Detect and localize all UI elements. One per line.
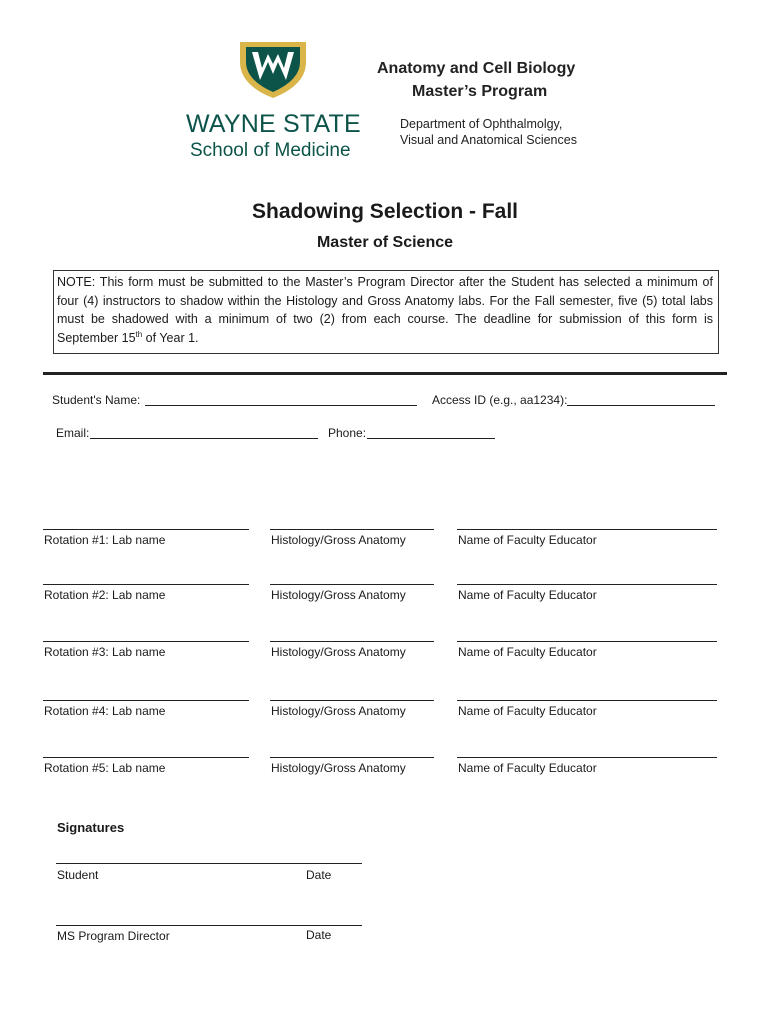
rotation-2-faculty-field[interactable] (457, 584, 717, 585)
rotation-3-faculty-label: Name of Faculty Educator (458, 645, 597, 659)
rotation-3-lab-field[interactable] (43, 641, 249, 642)
rotation-5-lab-field[interactable] (43, 757, 249, 758)
access-id-field[interactable] (567, 405, 715, 406)
department-line2: Visual and Anatomical Sciences (400, 133, 577, 147)
note-text: NOTE: This form must be submitted to the Master’s Program Director after the Student has selected a minimum of four (4) instructors to shadow within the Histology and Gross Anatomy labs. For the Fall semester, five (5) total labs must be shadowed with a minimum of two (2) from each course. The deadline for submission of this form is September 15 (57, 275, 713, 345)
rotation-5-faculty-label: Name of Faculty Educator (458, 761, 597, 775)
rotation-1-faculty-field[interactable] (457, 529, 717, 530)
rotation-3-faculty-field[interactable] (457, 641, 717, 642)
rotation-4-lab-label: Rotation #4: Lab name (44, 704, 166, 718)
rotation-2-faculty-label: Name of Faculty Educator (458, 588, 597, 602)
director-signature-label: MS Program Director (57, 929, 170, 943)
student-date-label: Date (306, 868, 332, 882)
school-name: School of Medicine (190, 140, 351, 161)
rotation-1-lab-label: Rotation #1: Lab name (44, 533, 166, 547)
rotation-1-lab-field[interactable] (43, 529, 249, 530)
rotation-2-lab-label: Rotation #2: Lab name (44, 588, 166, 602)
email-field[interactable] (90, 438, 318, 439)
form-title: Shadowing Selection - Fall (251, 200, 519, 223)
phone-field[interactable] (367, 438, 495, 439)
rotation-1-faculty-label: Name of Faculty Educator (458, 533, 597, 547)
email-label: Email: (56, 426, 90, 440)
university-name: WAYNE STATE (186, 110, 361, 138)
director-date-label: Date (306, 928, 332, 942)
rotation-3-lab-label: Rotation #3: Lab name (44, 645, 166, 659)
wayne-state-shield-icon (238, 40, 308, 100)
note-superscript: th (135, 329, 143, 339)
access-id-label: Access ID (e.g., aa1234): (432, 393, 568, 407)
director-signature-field[interactable] (56, 925, 362, 926)
rotation-4-lab-field[interactable] (43, 700, 249, 701)
form-subtitle: Master of Science (316, 234, 454, 251)
rotation-4-faculty-label: Name of Faculty Educator (458, 704, 597, 718)
note-text-end: of Year 1. (142, 330, 199, 345)
program-title-line2: Master’s Program (412, 83, 548, 100)
note-box (53, 270, 719, 354)
student-name-field[interactable] (145, 405, 417, 406)
rotation-2-course-field[interactable] (270, 584, 434, 585)
rotation-4-course-label: Histology/Gross Anatomy (271, 704, 406, 718)
section-divider (43, 372, 727, 375)
rotation-5-course-field[interactable] (270, 757, 434, 758)
rotation-5-lab-label: Rotation #5: Lab name (44, 761, 166, 775)
rotation-1-course-label: Histology/Gross Anatomy (271, 533, 406, 547)
rotation-4-course-field[interactable] (270, 700, 434, 701)
student-signature-field[interactable] (56, 863, 362, 864)
department-line1: Department of Ophthalmolgy, (400, 117, 563, 131)
rotation-5-faculty-field[interactable] (457, 757, 717, 758)
phone-label: Phone: (328, 426, 367, 440)
student-name-label: Student's Name: (52, 393, 141, 407)
rotation-2-lab-field[interactable] (43, 584, 249, 585)
rotation-3-course-field[interactable] (270, 641, 434, 642)
signatures-heading: Signatures (57, 820, 125, 835)
rotation-1-course-field[interactable] (270, 529, 434, 530)
rotation-3-course-label: Histology/Gross Anatomy (271, 645, 406, 659)
rotation-4-faculty-field[interactable] (457, 700, 717, 701)
program-title-line1: Anatomy and Cell Biology (377, 60, 576, 77)
student-signature-label: Student (57, 868, 99, 882)
rotation-2-course-label: Histology/Gross Anatomy (271, 588, 406, 602)
rotation-5-course-label: Histology/Gross Anatomy (271, 761, 406, 775)
